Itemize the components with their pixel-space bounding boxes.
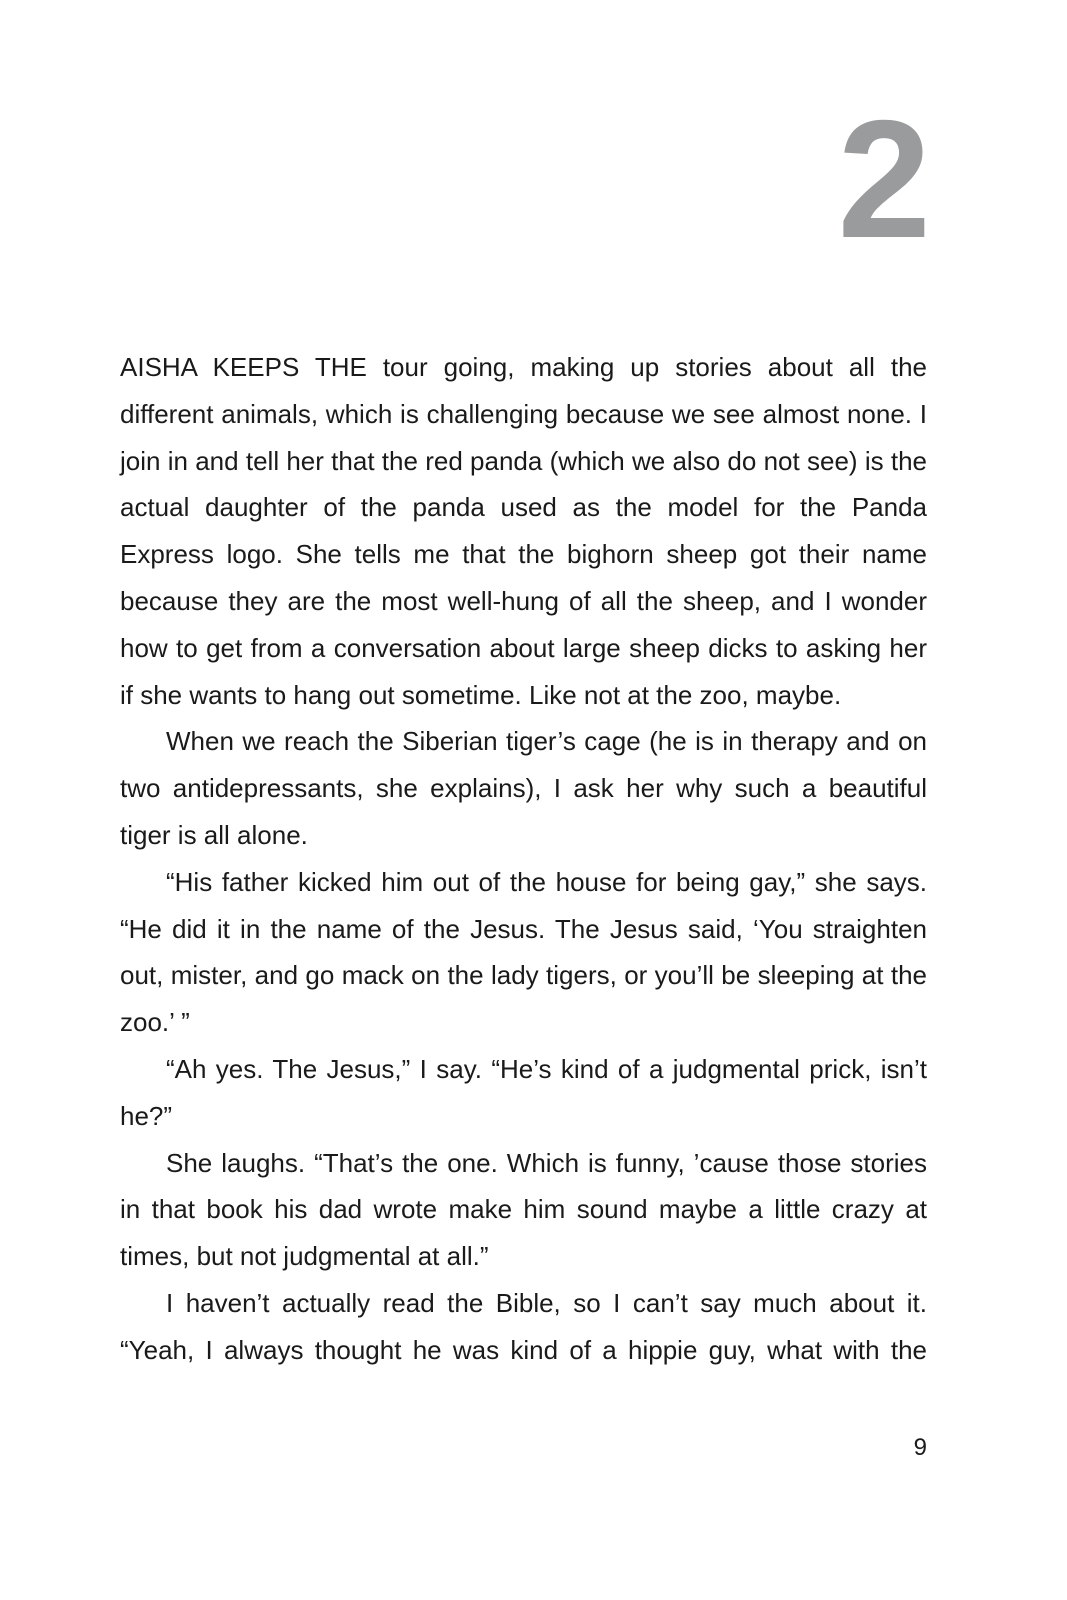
paragraph: She laughs. “That’s the one. Which is funny, ’cause those stories in that book his dad wrote make him sound maybe a little crazy at times, but not judgmental at all.” — [120, 1147, 927, 1272]
body-text — [120, 344, 927, 1374]
paragraph: “Ah yes. The Jesus,” I say. “He’s kind of a judgmental prick, isn’t he?” — [120, 1053, 927, 1131]
paragraph: When we reach the Siberian tiger’s cage (he is in therapy and on two antidepressants, she explains), I ask her why such a beautiful tiger is all alone. — [120, 726, 927, 850]
paragraph: AISHA KEEPS THE tour going, making up stories about all the different animals, which is challenging because we see almost none. I join in and tell her that the red panda (which we also do not see) is the actual daughter of the panda used as the model for the Panda Express logo. She tells me that the bighorn sheep got their name because they are the most well-hung of all the sheep, and I wonder how to get from a conversation about large sheep dicks to asking her if she wants to hang out sometime. Like not at the zoo, maybe. — [120, 352, 927, 710]
paragraph: I haven’t actually read the Bible, so I can’t say much about it. “Yeah, I always thought he was kind of a hippie guy, what with the — [120, 1287, 927, 1365]
page-number: 9 — [913, 1434, 927, 1461]
chapter-number: 2 — [837, 85, 927, 273]
paragraph: “His father kicked him out of the house for being gay,” she says. “He did it in the name of the Jesus. The Jesus said, ‘You straighten out, mister, and go mack on the lady tigers, or you’ll be sleeping at the zoo.’ ” — [120, 866, 927, 1038]
